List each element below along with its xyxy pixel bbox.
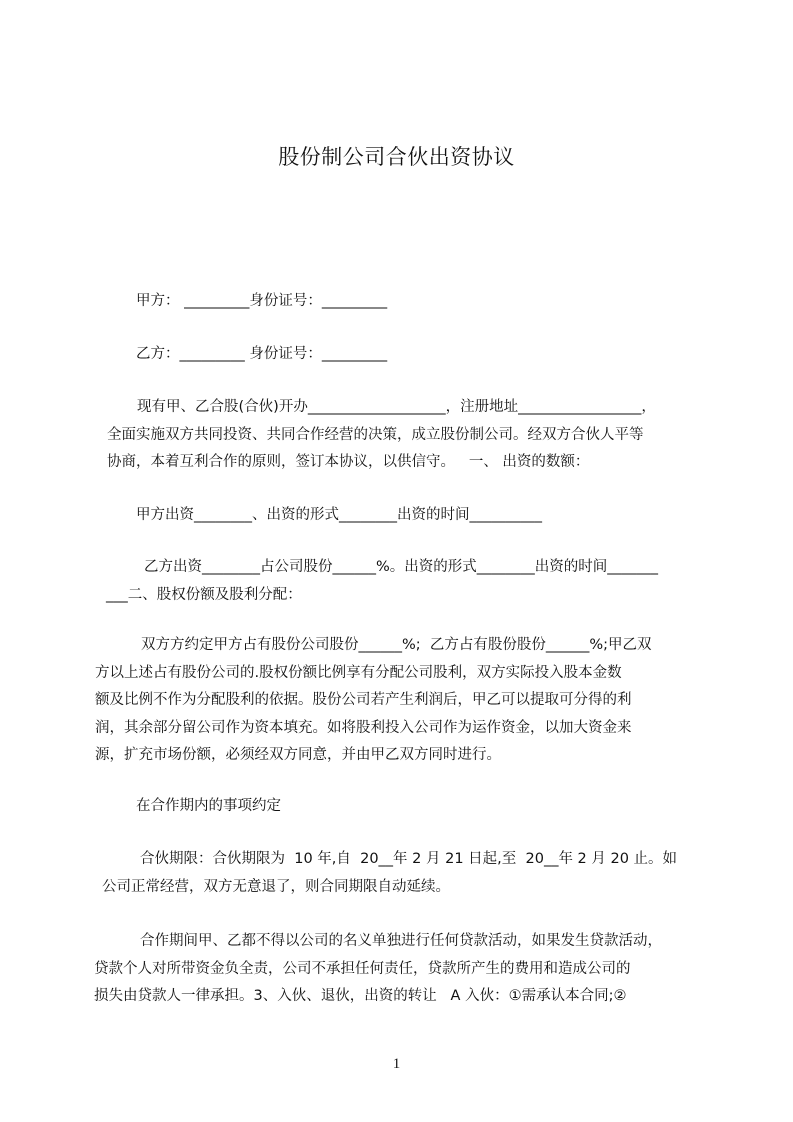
term-line: 合伙期限：合伙期限为 10 年,自 20__年 2 月 21 日起,至 20__年 2 月 20 止。如 (140, 851, 678, 867)
loans-line: 贷款个人对所带资金负全责，公司不承担任何责任，贷款所产生的费用和造成公司的 (94, 960, 631, 977)
shares-line: 方以上述占有股份公司的.股权份额比例享有分配公司股利，双方实际投入股本金数 (95, 664, 622, 681)
term-paragraph (102, 846, 677, 901)
shares-line: 润，其余部分留公司作为资本填充。如将股利投入公司作为运作资金，以加大资金来 (95, 719, 632, 736)
loans-line: 损失由贷款人一律承担。3、入伙、退伙，出资的转让 A 入伙：①需承认本合同;② (94, 988, 627, 1004)
page-number: 1 (392, 1056, 401, 1072)
loans-paragraph (94, 928, 662, 1011)
shares-line: 双方方约定甲方占有股份公司股份______%; 乙方占有股份股份______%;甲乙双 (141, 637, 652, 653)
party-b-line: 乙方：_________ 身份证号：_________ (136, 346, 388, 362)
shares-line: 额及比例不作为分配股利的依据。股份公司若产生利润后，甲乙可以提取可分得的利 (95, 692, 632, 708)
document-title: 股份制公司合伙出资协议 (278, 145, 515, 169)
party-a-line: 甲方： _________身份证号：_________ (136, 293, 388, 309)
intro-line: 现有甲、乙合股(合伙)开办___________________，注册地址_________________， (137, 399, 656, 415)
term-line: 公司正常经营，双方无意退了，则合同期限自动延续。 (102, 878, 450, 895)
shares-line: 源，扩充市场份额，必须经双方同意，并由甲乙双方同时进行。 (95, 747, 501, 763)
intro-line: 协商，本着互利合作的原则，签订本协议，以供信守。 一、 出资的数额： (107, 454, 590, 470)
contribution-a-line: 甲方出资________、出资的形式________出资的时间__________ (136, 507, 542, 523)
shares-paragraph (95, 632, 652, 770)
section-two-heading: ___二、股权份额及股利分配： (106, 586, 302, 603)
intro-paragraph (107, 394, 656, 477)
intro-line: 全面实施双方共同投资、共同合作经营的决策，成立股份制公司。经双方合伙人平等 (107, 426, 644, 443)
contribution-b-line: 乙方出资________占公司股份______%。出资的形式________出资的时间_______ (144, 559, 659, 575)
section-heading: 在合作期内的事项约定 (136, 798, 281, 814)
contribution-b-paragraph (106, 554, 658, 609)
loans-line: 合作期间甲、乙都不得以公司的名义单独进行任何贷款活动，如果发生贷款活动， (140, 933, 662, 949)
